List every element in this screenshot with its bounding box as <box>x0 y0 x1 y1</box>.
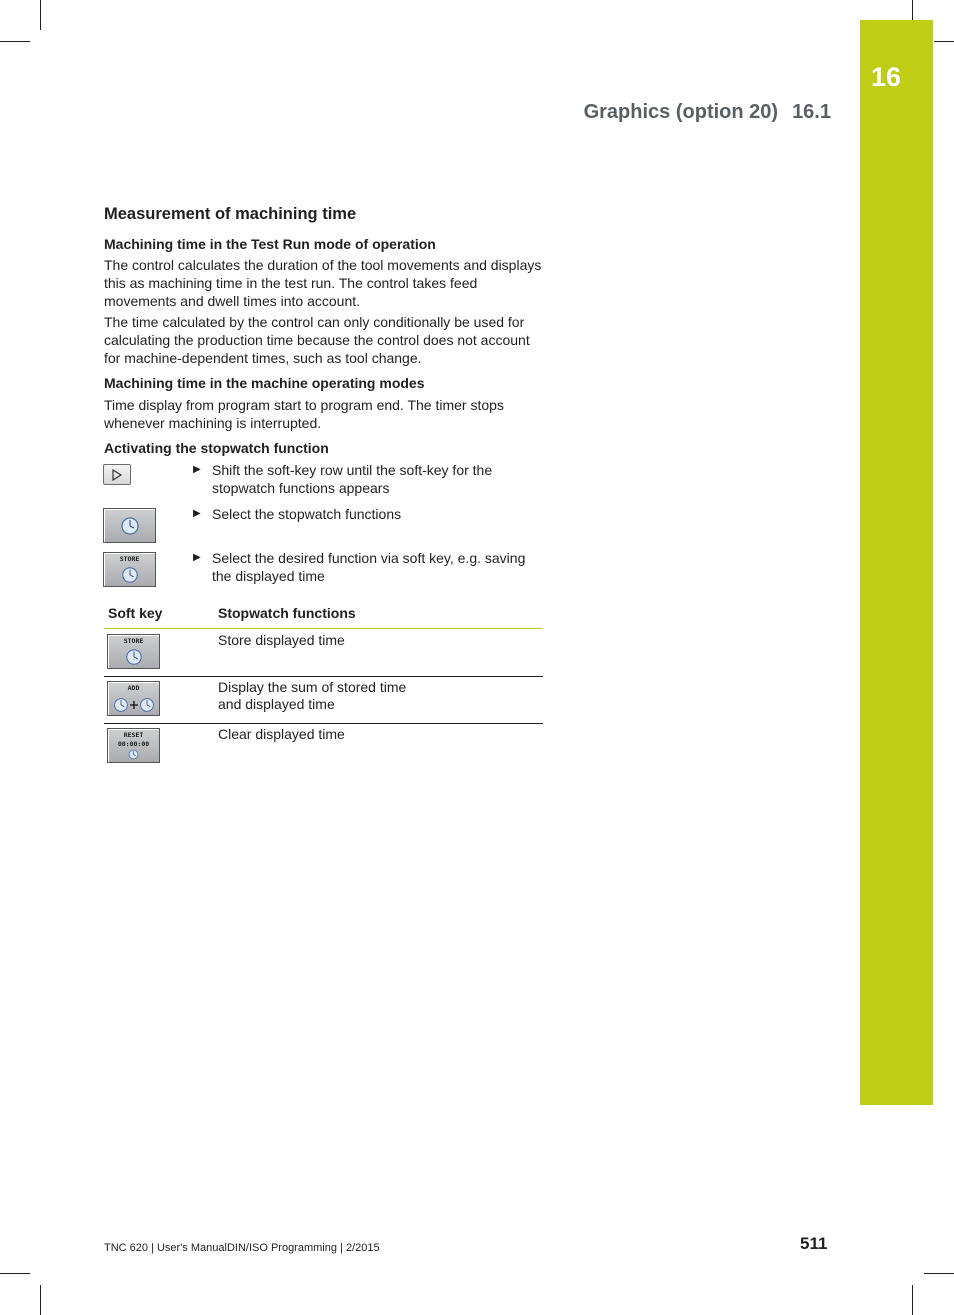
page-header <box>584 101 831 124</box>
subheading-test-run: Machining time in the Test Run mode of operation <box>104 236 436 252</box>
table-cell-description <box>218 679 538 713</box>
header-title: Graphics (option 20) <box>583 101 779 123</box>
crop-mark <box>912 1285 913 1315</box>
stopwatch-icon <box>121 566 139 584</box>
description-line: Display the sum of stored time <box>218 679 407 695</box>
description-line: and displayed time <box>218 696 335 712</box>
stopwatch-icon <box>139 697 155 713</box>
crop-mark <box>934 41 954 42</box>
step-text: Shift the soft-key row until the soft-key for the stopwatch functions appears <box>212 462 493 496</box>
softkey-label: RESET <box>123 731 144 739</box>
paragraph: The time calculated by the control can only conditionally be used for calculating the production time because the control does not account for machine-dependent times, such as tool change. <box>104 314 530 366</box>
play-arrow-icon <box>111 469 123 481</box>
crop-mark <box>40 1285 41 1315</box>
table-row-divider <box>104 676 543 677</box>
softkey-label: STORE <box>123 637 144 645</box>
page-number: 511 <box>800 1234 828 1253</box>
description-line: Store displayed time <box>218 632 345 648</box>
table-header-softkey: Soft key <box>108 605 163 621</box>
paragraph: The control calculates the duration of the tool movements and displays this as machining time in the test run. The control takes feed movements and dwell times into account. <box>104 257 542 309</box>
subheading-stopwatch: Activating the stopwatch function <box>104 440 329 456</box>
table-header-rule <box>104 628 543 629</box>
table-cell-description <box>218 632 538 649</box>
crop-mark <box>0 1273 30 1274</box>
step-text: Select the desired function via soft key, e.g. saving the displayed time <box>212 550 526 584</box>
paragraph: Time display from program start to program end. The timer stops whenever machining is interrupted. <box>104 397 504 431</box>
description-line: Clear displayed time <box>218 726 345 742</box>
step-item <box>193 549 545 585</box>
crop-mark <box>40 0 41 30</box>
table-cell-description <box>218 726 538 743</box>
header-section: 16.1 <box>792 101 831 123</box>
stopwatch-softkey <box>103 508 156 543</box>
reset-softkey <box>107 728 160 763</box>
stopwatch-icon <box>113 697 129 713</box>
step-item <box>193 505 545 523</box>
bullet-arrow-icon: ▶ <box>193 464 201 475</box>
section-heading: Measurement of machining time <box>104 205 357 223</box>
subheading-operating-modes: Machining time in the machine operating modes <box>104 375 425 391</box>
crop-mark <box>924 1273 954 1274</box>
softkey-label: STORE <box>119 555 140 563</box>
crop-mark <box>912 0 913 20</box>
stopwatch-icon <box>125 648 143 666</box>
bullet-arrow-icon: ▶ <box>193 508 201 519</box>
store-softkey <box>103 552 156 587</box>
softkey-time-readout: 00:00:00 <box>117 740 150 748</box>
plus-icon <box>130 701 138 709</box>
add-softkey <box>107 681 160 716</box>
stopwatch-icon <box>128 749 139 760</box>
bullet-arrow-icon: ▶ <box>193 552 201 563</box>
store-softkey <box>107 634 160 669</box>
table-header-functions: Stopwatch functions <box>218 605 356 621</box>
chapter-tab <box>860 20 933 1105</box>
chapter-number: 16 <box>870 62 902 92</box>
step-item <box>193 461 545 497</box>
crop-mark <box>0 41 30 42</box>
footer-text: TNC 620 | User's ManualDIN/ISO Programming | 2/2015 <box>104 1242 380 1254</box>
table-row-divider <box>104 723 543 724</box>
softkey-label: ADD <box>127 684 140 692</box>
next-softkey-row-key <box>103 464 131 485</box>
stopwatch-icon <box>120 516 140 536</box>
step-text: Select the stopwatch functions <box>212 506 402 522</box>
